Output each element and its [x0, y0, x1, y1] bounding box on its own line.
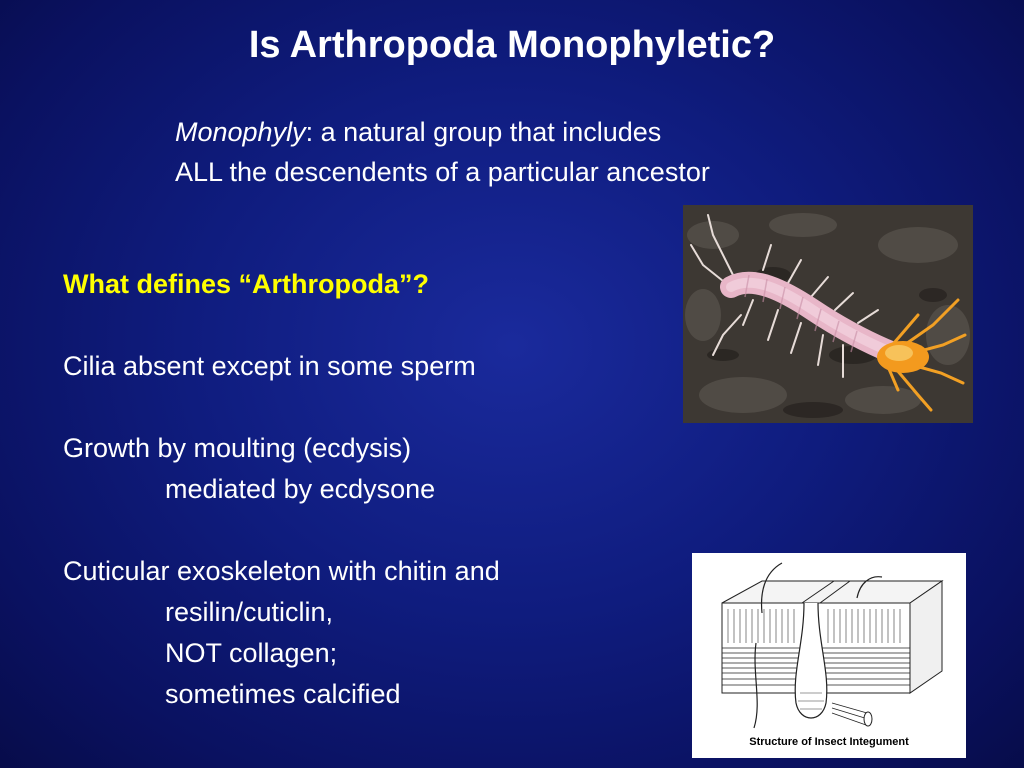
centipede-photo — [683, 205, 973, 423]
slide-title: Is Arthropoda Monophyletic? — [248, 24, 776, 66]
point-cuticle-sub-3: sometimes calcified — [165, 679, 401, 709]
definition-text: : a natural group that includes — [305, 117, 662, 147]
point-cilia: Cilia absent except in some sperm — [63, 351, 476, 381]
point-growth: Growth by moulting (ecdysis) — [63, 433, 412, 463]
definition-line-2: ALL the descendents of a particular ancestor — [175, 157, 710, 187]
diagram-caption: Structure of Insect Integument — [749, 736, 909, 748]
point-growth-sub: mediated by ecdysone — [165, 474, 436, 504]
definition-term: Monophyly — [175, 117, 306, 147]
point-cuticle-sub-2: NOT collagen; — [165, 638, 338, 668]
integument-diagram — [692, 553, 966, 758]
point-cuticle-sub-1: resilin/cuticlin, — [165, 597, 334, 627]
definition-line-1 — [175, 112, 895, 152]
body-text — [63, 264, 683, 715]
point-cuticle: Cuticular exoskeleton with chitin and — [63, 556, 500, 586]
section-heading: What defines “Arthropoda”? — [63, 269, 429, 299]
definition-block — [175, 112, 895, 192]
